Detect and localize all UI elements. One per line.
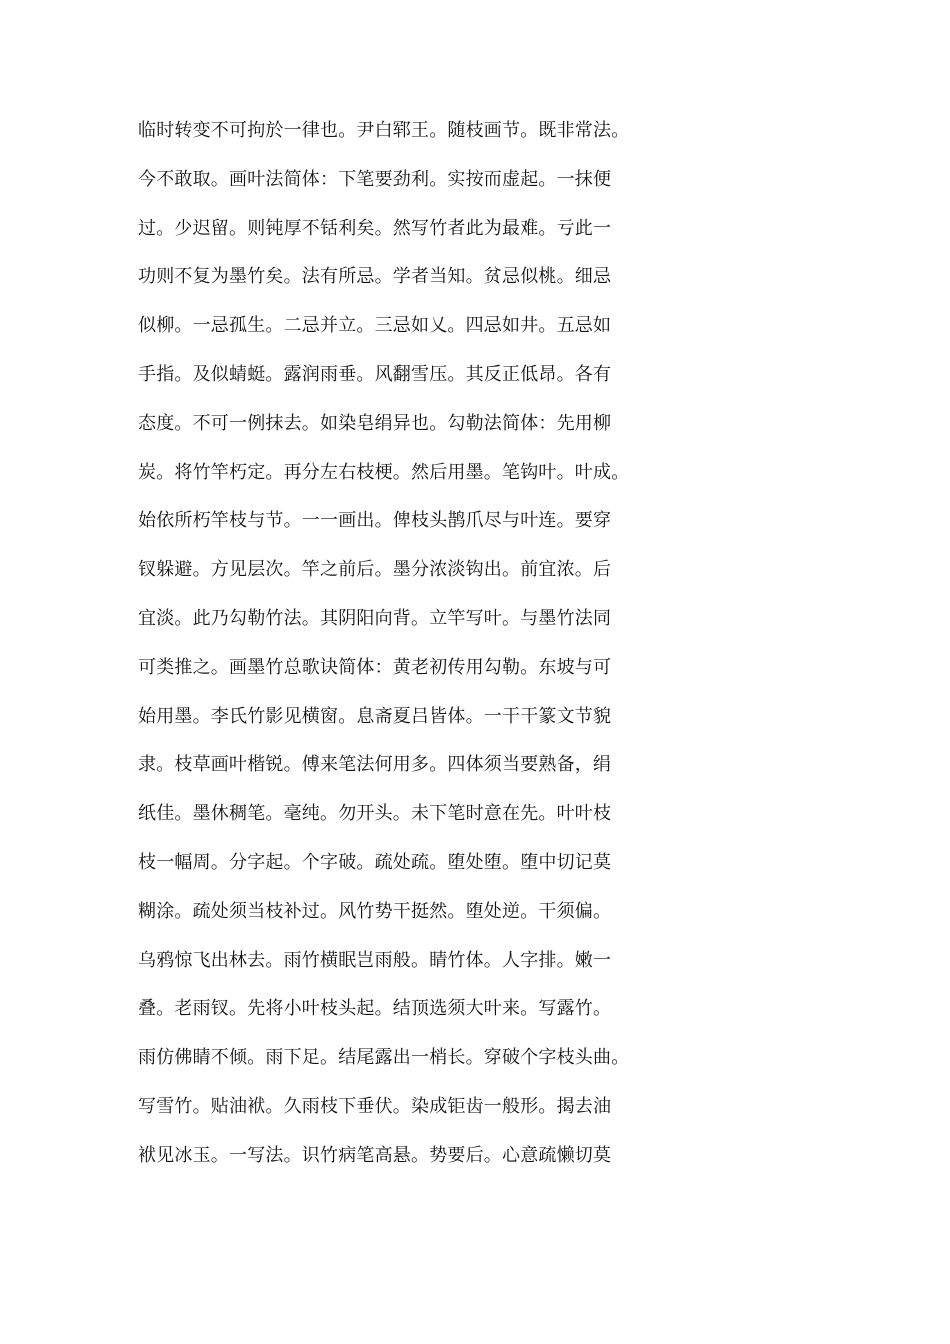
text-line: 过。少迟留。则钝厚不铦利矣。然写竹者此为最难。亏此一	[138, 217, 612, 239]
text-line: 炭。将竹竿朽定。再分左右枝梗。然后用墨。笔钩叶。叶成。	[138, 461, 630, 483]
text-line: 今不敢取。画叶法简体：下笔要劲利。实按而虚起。一抹便	[138, 168, 612, 190]
text-line: 钗躲避。方见层次。竿之前后。墨分浓淡钩出。前宜浓。后	[138, 559, 612, 581]
body-text	[138, 107, 838, 1181]
text-line: 叠。老雨钗。先将小叶枝头起。结顶选须大叶来。写露竹。	[138, 998, 612, 1020]
text-line: 雨仿佛睛不倾。雨下足。结尾露出一梢长。穿破个字枝头曲。	[138, 1047, 630, 1069]
text-line: 始用墨。李氏竹影见横窗。息斋夏吕皆体。一干干篆文节貌	[138, 705, 612, 727]
text-line: 纸佳。墨休稠笔。毫纯。勿开头。未下笔时意在先。叶叶枝	[138, 803, 612, 825]
text-line: 乌鸦惊飞出林去。雨竹横眠岂雨般。睛竹体。人字排。嫩一	[138, 949, 612, 971]
text-line: 写雪竹。贴油袱。久雨枝下垂伏。染成钜齿一般形。揭去油	[138, 1095, 612, 1117]
text-line: 功则不复为墨竹矣。法有所忌。学者当知。贫忌似桃。细忌	[138, 266, 612, 288]
text-line: 态度。不可一例抹去。如染皂绢异也。勾勒法简体：先用柳	[138, 412, 612, 434]
text-line: 隶。枝草画叶楷锐。傅来笔法何用多。四体须当要熟备，绢	[138, 754, 612, 776]
text-line: 始依所朽竿枝与节。一一画出。俾枝头鹊爪尽与叶连。要穿	[138, 510, 612, 532]
text-line: 糊涂。疏处须当枝补过。风竹势干挺然。堕处逆。干须偏。	[138, 900, 612, 922]
text-line: 袱见冰玉。一写法。识竹病笔高悬。势要后。心意疏懒切莫	[138, 1144, 612, 1166]
text-line: 可类推之。画墨竹总歌诀简体：黄老初传用勾勒。东坡与可	[138, 656, 612, 678]
text-line: 似柳。一忌孤生。二忌并立。三忌如乂。四忌如井。五忌如	[138, 315, 612, 337]
text-line: 宜淡。此乃勾勒竹法。其阴阳向背。立竿写叶。与墨竹法同	[138, 607, 612, 629]
text-line: 枝一幅周。分字起。个字破。疏处疏。堕处堕。堕中切记莫	[138, 851, 612, 873]
text-line: 临时转变不可拘於一律也。尹白郓王。随枝画节。既非常法。	[138, 120, 630, 141]
text-line: 手指。及似蜻蜓。露润雨垂。风翻雪压。其反正低昂。各有	[138, 363, 612, 385]
